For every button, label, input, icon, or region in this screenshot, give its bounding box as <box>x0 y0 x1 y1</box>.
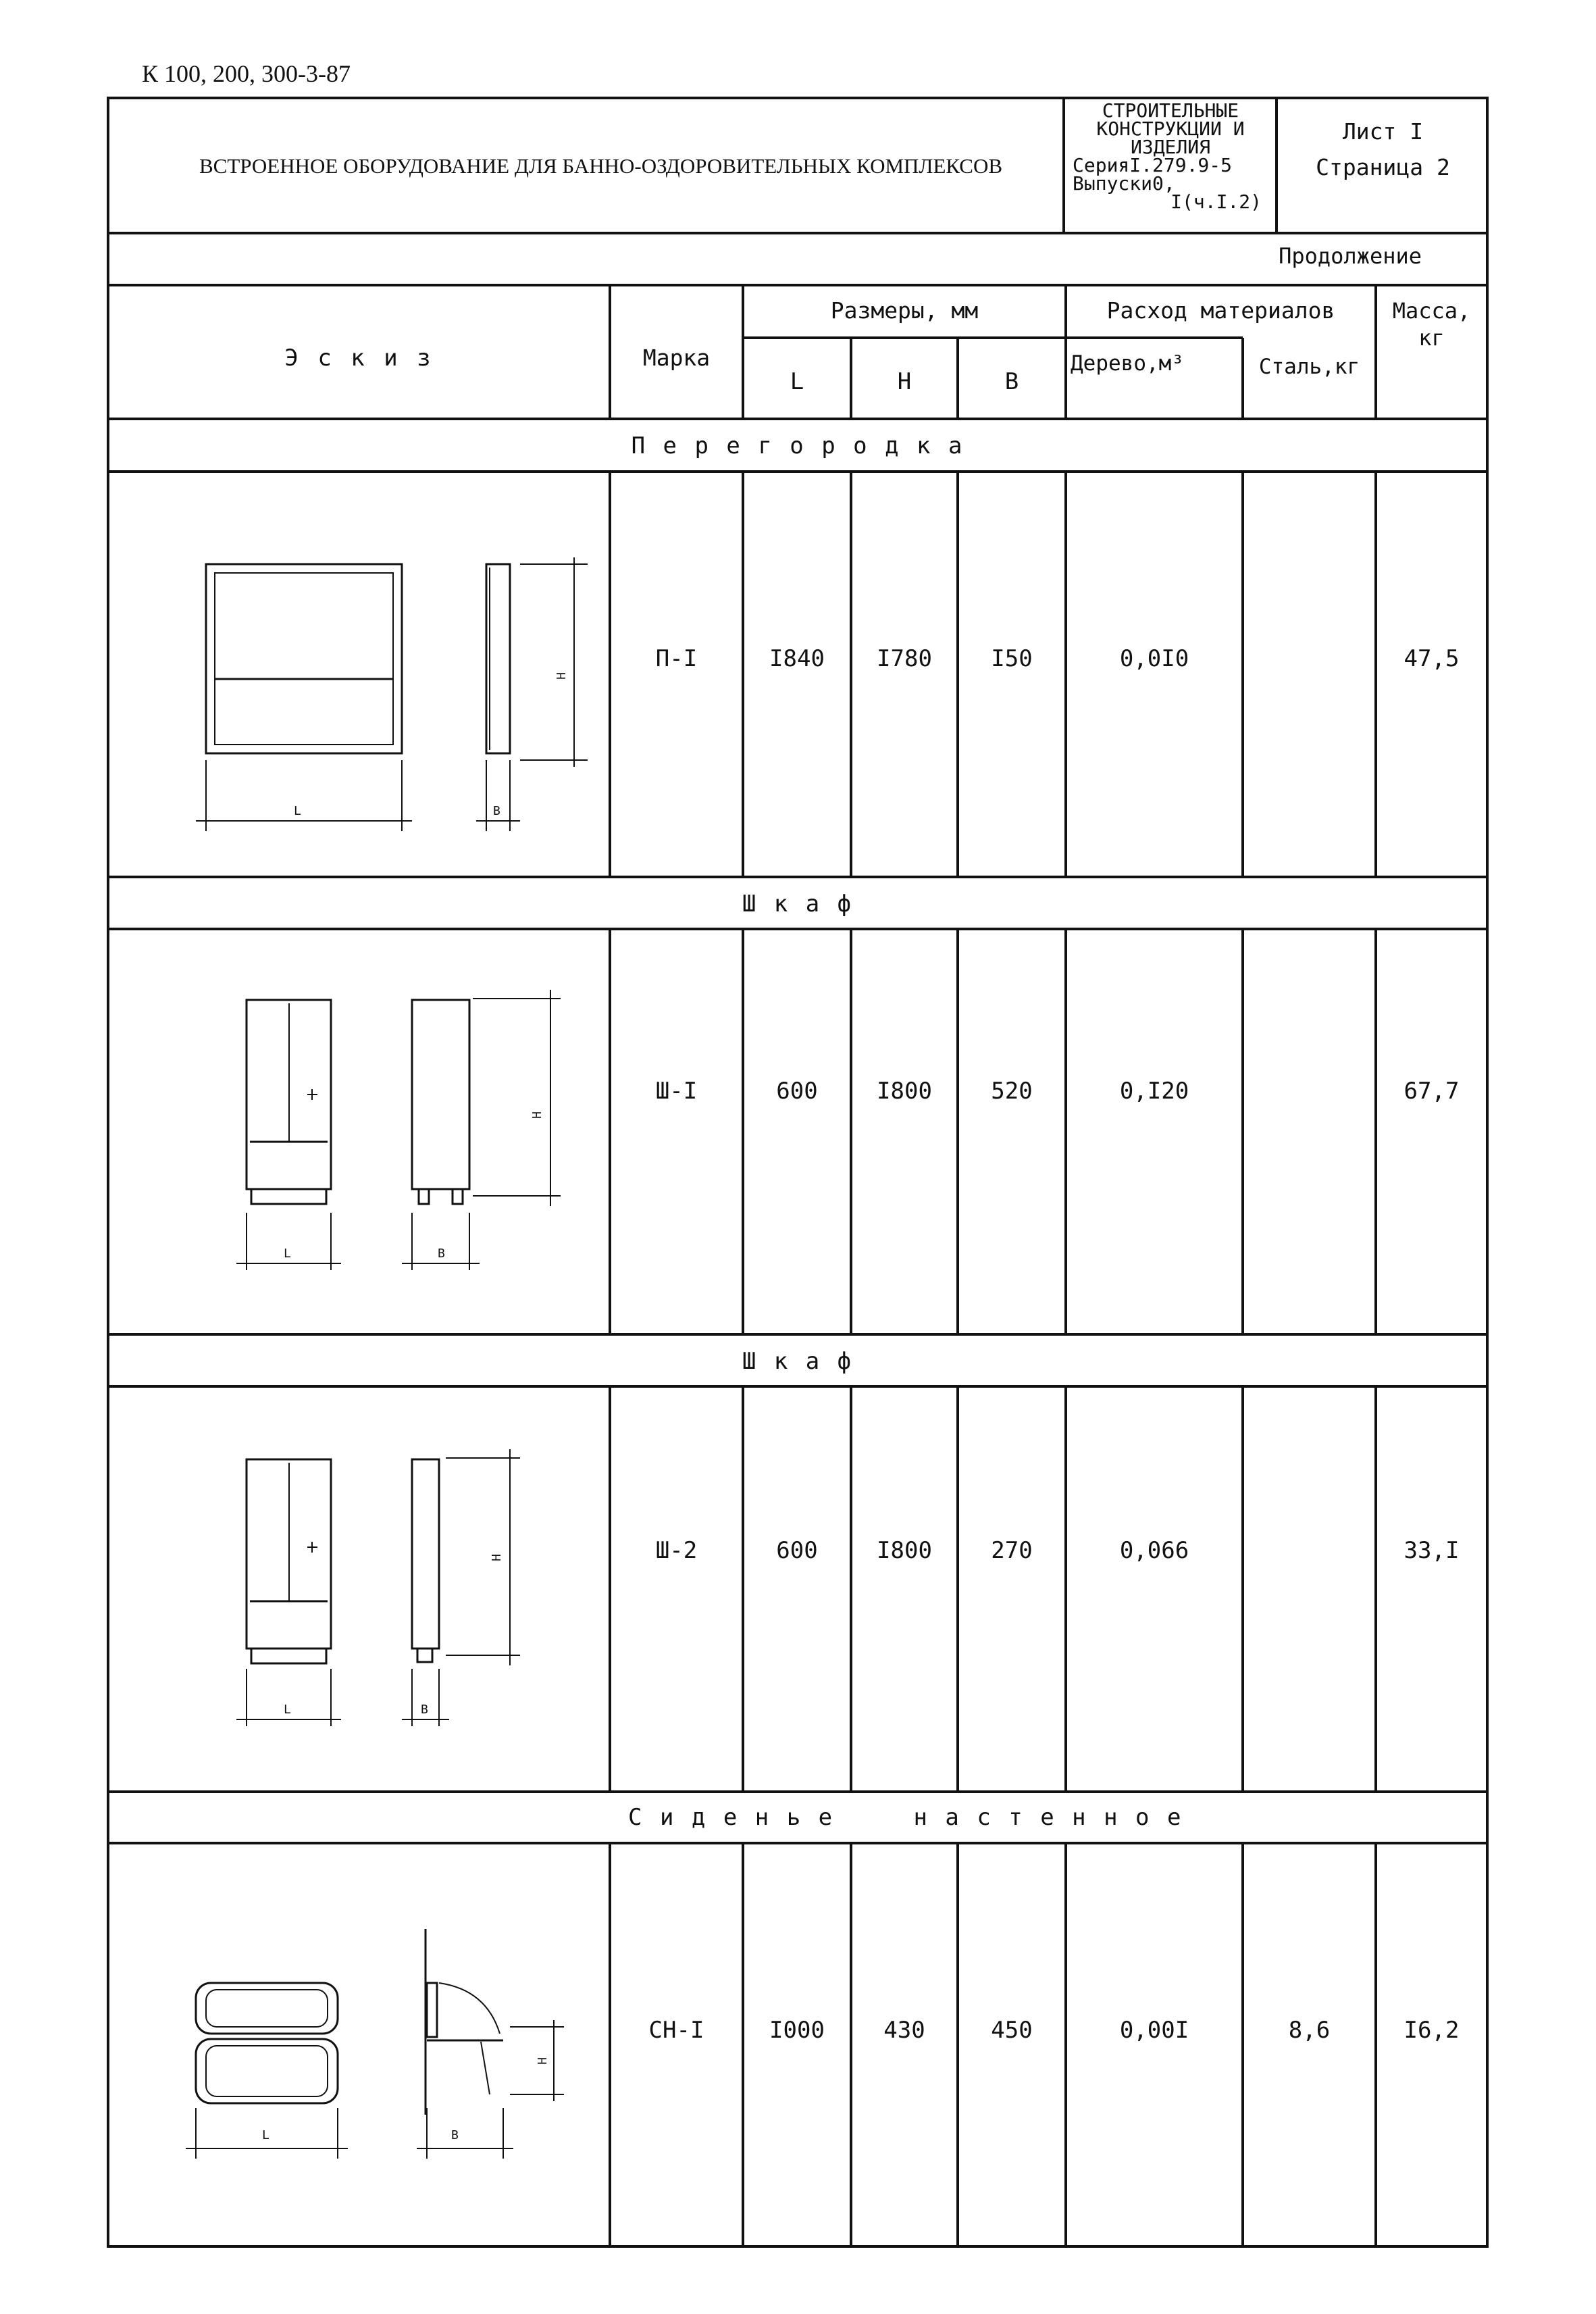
row-L: I840 <box>769 645 825 672</box>
dim-label-L: L <box>284 1247 291 1261</box>
header-steel: Сталь,кг <box>1258 355 1360 379</box>
continuation-label: Продолжение <box>1279 243 1422 269</box>
dim-label-B: B <box>438 1247 445 1261</box>
dim-label-H: H <box>554 672 569 680</box>
dim-label-L: L <box>284 1703 291 1717</box>
document-title: ВСТРОЕННОЕ ОБОРУДОВАНИЕ ДЛЯ БАННО-ОЗДОРОВИТЕЛЬНЫХ КОМПЛЕКСОВ <box>199 154 1003 178</box>
row-mark: СН-I <box>648 2017 704 2044</box>
header-sizes: Размеры, мм <box>830 297 979 324</box>
row-wood: 0,0I0 <box>1119 645 1189 672</box>
row-mark: П-I <box>655 645 698 672</box>
row-mass: I6,2 <box>1404 2017 1460 2044</box>
section-title: Ш к а ф <box>742 890 854 917</box>
series-block <box>1066 101 1275 211</box>
dim-label-H: H <box>489 1554 504 1561</box>
sheet-number: Лист I <box>1342 118 1424 145</box>
row-mass: 33,I <box>1404 1537 1460 1564</box>
row-mark: Ш-2 <box>655 1537 698 1564</box>
series-line-4: СерияI.279.9-5 <box>1073 154 1233 176</box>
dim-label-B: B <box>493 804 500 818</box>
dim-label-H: H <box>535 2057 550 2065</box>
series-line-3: ИЗДЕЛИЯ <box>1130 136 1210 158</box>
dim-label-B: B <box>451 2128 459 2142</box>
dim-label-L: L <box>294 804 301 818</box>
sketch-partition <box>196 557 588 831</box>
page-number: Страница 2 <box>1316 154 1450 180</box>
row-mark: Ш-I <box>655 1078 698 1105</box>
header-mark: Марка <box>642 345 711 371</box>
row-mass: 67,7 <box>1404 1078 1460 1105</box>
header-materials: Расход материалов <box>1106 297 1335 324</box>
row-H: I780 <box>877 645 932 672</box>
header-sketch: Э с к и з <box>284 345 434 372</box>
row-B: 450 <box>991 2017 1033 2044</box>
section-title: П е р е г о р о д к а <box>631 432 964 459</box>
series-line-2: КОНСТРУКЦИИ И <box>1096 118 1245 140</box>
row-B: 520 <box>991 1078 1033 1105</box>
row-L: I000 <box>769 2017 825 2044</box>
header-L: L <box>790 368 804 395</box>
row-B: I50 <box>991 645 1033 672</box>
section-title: Ш к а ф <box>742 1348 854 1375</box>
series-line-6: I(ч.I.2) <box>1170 191 1262 213</box>
row-mass: 47,5 <box>1404 645 1460 672</box>
document-code: К 100, 200, 300-3-87 <box>142 60 351 87</box>
row-wood: 0,00I <box>1119 2017 1189 2044</box>
header-mass: Масса, кг <box>1392 298 1471 351</box>
sketch-cabinet-1 <box>236 990 561 1270</box>
sketch-cabinet-2 <box>236 1449 520 1726</box>
row-L: 600 <box>776 1537 818 1564</box>
dim-label-L: L <box>262 2128 269 2142</box>
row-H: I800 <box>877 1078 932 1105</box>
row-wood: 0,I20 <box>1119 1078 1189 1105</box>
row-H: 430 <box>883 2017 925 2044</box>
sketch-wall-seat <box>186 1929 564 2159</box>
series-line-5: Выпуски0, <box>1073 172 1175 195</box>
row-steel: 8,6 <box>1288 2017 1331 2044</box>
header-wood: Дерево,м³ <box>1071 351 1184 376</box>
dim-label-B: B <box>421 1703 428 1717</box>
row-H: I800 <box>877 1537 932 1564</box>
row-wood: 0,066 <box>1119 1537 1189 1564</box>
row-L: 600 <box>776 1078 818 1105</box>
header-H: H <box>897 368 912 395</box>
header-B: B <box>1004 368 1019 395</box>
section-title: С и д е н ь е н а с т е н н о е <box>628 1804 1183 1831</box>
dim-label-H: H <box>530 1111 544 1119</box>
row-B: 270 <box>991 1537 1033 1564</box>
series-line-1: СТРОИТЕЛЬНЫЕ <box>1102 99 1239 122</box>
